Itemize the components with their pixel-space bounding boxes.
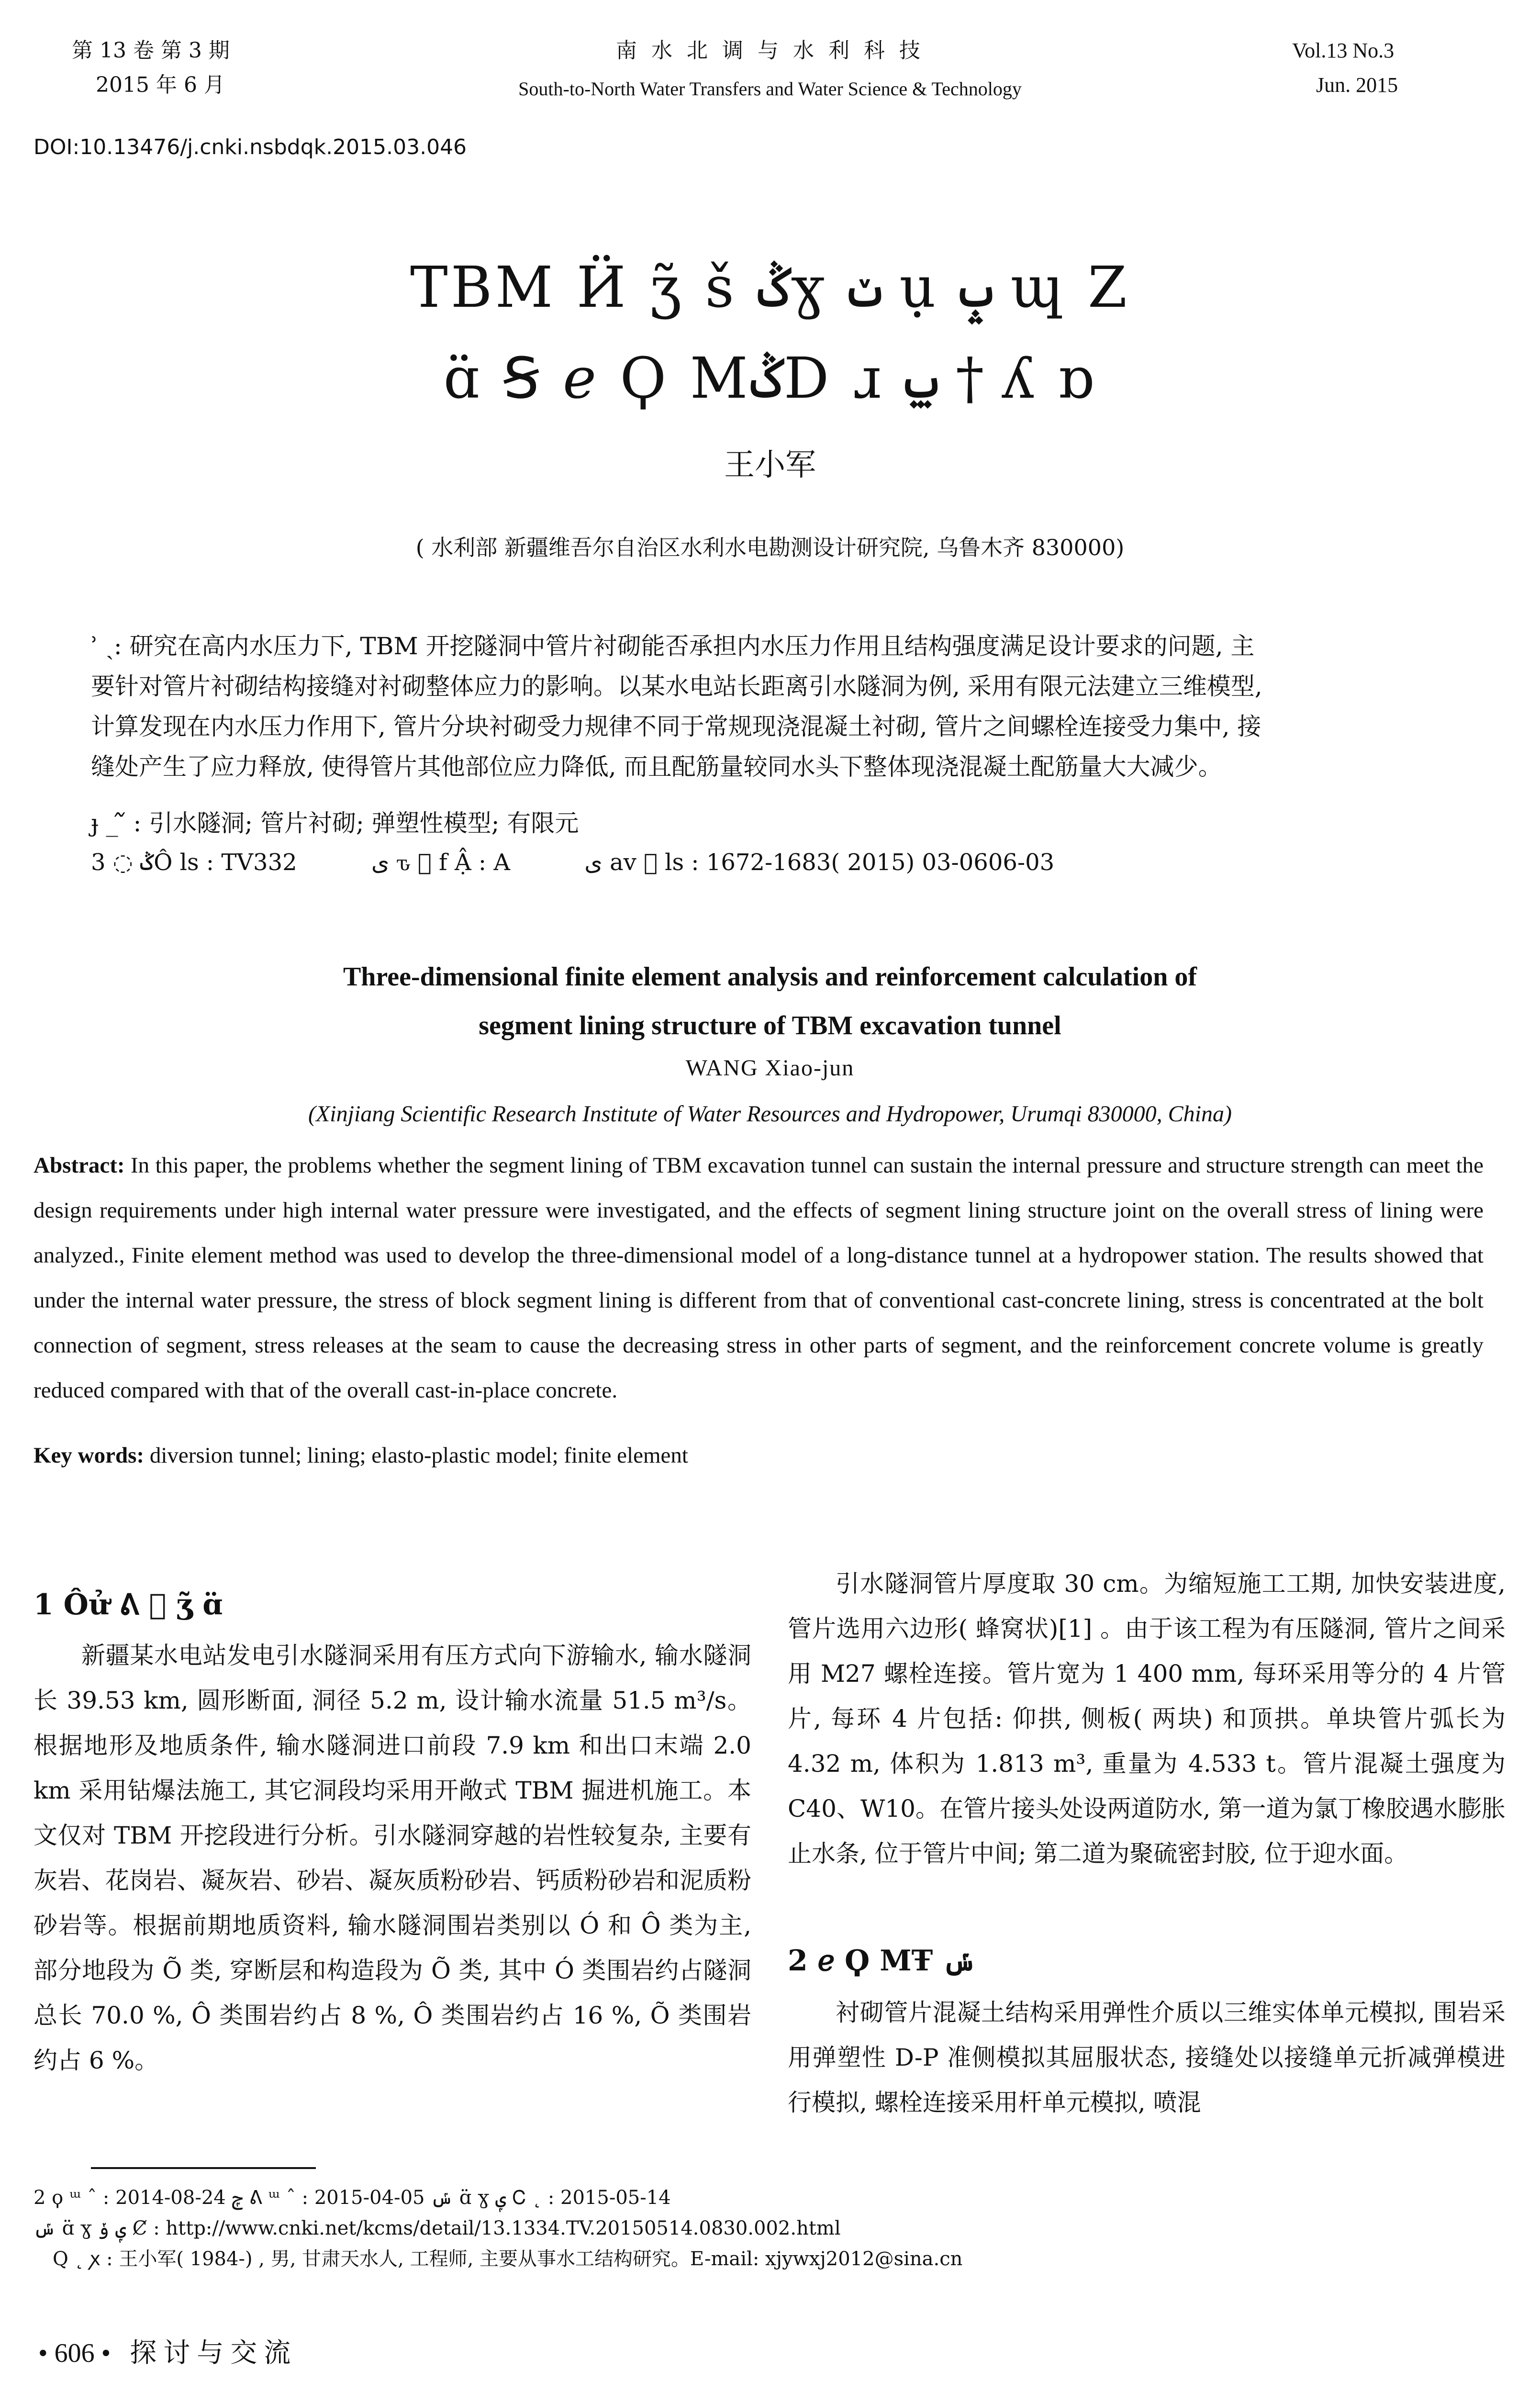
abstract-en-label: Abstract:: [33, 1153, 125, 1178]
footnote-author: Q ˛ ꭗ : 王小军( 1984-) , 男, 甘肃天水人, 工程师, 主要从事水工结构研究。E-mail: xjywxj2012@sina.cn: [53, 2248, 963, 2270]
abstract-cn: [91, 626, 1426, 787]
header-date-cn: 2015 年 6 月: [96, 73, 225, 97]
abstract-en: Abstract: In this paper, the problems whether the segment lining of TBM excavation tunnel can sustain the internal pressure and structure strength can meet the design requirements under high internal water pressure were investigated, and the effects of segment lining structure joint on the overall stress of lining were analyzed., Finite element method was used to develop the three-dimensional model of a long-distance tunnel at a hydropower station. The results showed that under the internal water pressure, the stress of block segment lining is different from that of conventional cast-concrete lining, stress is concentrated at the bolt connection of segment, stress releases at the seam to cause the decreasing stress in other parts of segment, and the reinforcement concrete volume is greatly reduced compared with that of the overall cast-in-place concrete.: [33, 1153, 1484, 1403]
keywords-cn-label: ɟ _ ᷉: [91, 809, 126, 837]
author-en: WANG Xiao-jun: [685, 1055, 855, 1081]
keywords-en-label: Key words:: [33, 1443, 145, 1468]
page-footer: [38, 2332, 297, 2370]
clc-number: 3 ◌ ݣÔ ls : TV332: [91, 849, 297, 876]
footnote-url: ݽ ɑ̈ ɣ ݷ ݸ Ȼ : http://www.cnki.net/kcms/detail/13.1334.TV.20150514.0830.002.html: [33, 2217, 841, 2239]
classification-line: [91, 849, 1192, 876]
title-en-line2: segment lining structure of TBM excavation tunnel: [479, 1011, 1061, 1040]
section-label: 探讨与交流: [130, 2337, 298, 2369]
section-2-heading: 2 ℯ Ϙ MŦ ݽ: [788, 1944, 977, 1978]
article-number: ی av ⃞ ls : 1672-1683( 2015) 03-0606-03: [584, 849, 1055, 876]
document-code: ی ԏ ⃞ f Ậ : A: [371, 849, 510, 876]
abstract-cn-label: ʾ ˎ: [91, 632, 114, 660]
abstract-cn-line: 计算发现在内水压力作用下, 管片分块衬砌受力规律不同于常规现浇混凝土衬砌, 管片之间螺栓连接受力集中, 接: [91, 713, 1261, 740]
right-col-paragraph-1: 引水隧洞管片厚度取 30 cm。为缩短施工工期, 加快安装进度, 管片选用六边形( 蜂窝状)[1] 。由于该工程为有压隧洞, 管片之间采用 M27 螺栓连接。管片宽为 1 400 mm, 每环采用等分的 4 片管片, 每环 4 片包括: 仰拱, 侧板( 两块) 和顶拱。单块管片弧长为 4.32 m, 体积为 1.813 m³, 重量为 4.533 t。管片混凝土强度为 C40、W10。在管片接头处设两道防水, 第一道为氯丁橡胶遇水膨胀止水条, 位于管片中间; 第二道为聚硫密封胶, 位于迎水面。: [788, 1570, 1506, 1867]
page-number: • 606 •: [38, 2338, 111, 2368]
title-en-line1: Three-dimensional finite element analysis and reinforcement calculation of: [343, 962, 1197, 992]
abstract-cn-line: ʾ ˎ: 研究在高内水压力下, TBM 开挖隧洞中管片衬砌能否承担内水压力作用且结构强度满足设计要求的问题, 主: [91, 632, 1255, 660]
abstract-cn-line: 要针对管片衬砌结构接缝对衬砌整体应力的影响。以某水电站长距离引水隧洞为例, 采用有限元法建立三维模型,: [91, 672, 1262, 700]
header-volume-issue-en: Vol.13 No.3: [1292, 39, 1395, 62]
header-date-en: Jun. 2015: [1316, 73, 1398, 97]
author-cn: 王小军: [724, 447, 816, 483]
section-1-paragraph: 新疆某水电站发电引水隧洞采用有压方式向下游输水, 输水隧洞长 39.53 km, 圆形断面, 洞径 5.2 m, 设计输水流量 51.5 m³/s。根据地形及地质条件, 输水隧洞进口前段 7.9 km 和出口末端 2.0 km 采用钻爆法施工, 其它洞段均采用开敞式 TBM 掘进机施工。本文仅对 TBM 开挖段进行分析。引水隧洞穿越的岩性较复杂, 主要有灰岩、花岗岩、凝灰岩、砂岩、凝灰质粉砂岩、钙质粉砂岩和泥质粉砂岩等。根据前期地质资料, 输水隧洞围岩类别以 Ó 和 Ô 类为主, 部分地段为 Õ 类, 穿断层和构造段为 Õ 类, 其中 Ó 类围岩约占隧洞总长 70.0 %, Ô 类围岩约占 8 %, Ô 类围岩约占 16 %, Õ 类围岩约占 6 %。: [33, 1642, 751, 2074]
header-journal-cn: 南 水 北 调 与 水 利 科 技: [616, 38, 924, 63]
header-volume-issue-cn: 第 13 卷 第 3 期: [72, 38, 230, 63]
section-1-heading: 1 Ôử ᕕ ⃞ ʒ̃ ɑ̈: [33, 1588, 223, 1621]
doi: DOI:10.13476/j.cnki.nsbdqk.2015.03.046: [33, 135, 467, 159]
title-cn-line2: ɑ̈ Ꞩ ℯ Ϙ MݣD ɹ ݐ † ʎ ɒ: [443, 345, 1097, 411]
abstract-cn-line: 缝处产生了应力释放, 使得管片其他部位应力降低, 而且配筋量较同水头下整体现浇混凝土配筋量大大减少。: [91, 753, 1222, 781]
section-2-paragraph: 衬砌管片混凝土结构采用弹性介质以三维实体单元模拟, 围岩采用弹塑性 D-P 准侧模拟其屈服状态, 接缝处以接缝单元折减弹模进行模拟, 螺栓连接采用杆单元模拟, 喷混: [788, 1999, 1506, 2116]
affiliation-en: (Xinjiang Scientific Research Institute of Water Resources and Hydropower, Urumqi 830000, China): [308, 1101, 1232, 1127]
keywords-cn: ɟ _ ᷉ : 引水隧洞; 管片衬砌; 弹塑性模型; 有限元: [91, 809, 579, 837]
header-journal-en: South-to-North Water Transfers and Water Science & Technology: [518, 78, 1022, 100]
affiliation-cn: ( 水利部 新疆维吾尔自治区水利水电勘测设计研究院, 乌鲁木齐 830000): [415, 535, 1125, 560]
footnote-dates: 2 ϙ ᵚ ˆ : 2014-08-24 ݼ ᕕ ᵚ ˆ : 2015-04-05 ݽ ɑ̈ ɣ ݷ Ꮯ ˛ : 2015-05-14: [33, 2187, 671, 2209]
title-cn-line1: TBM Ӥ ʒ̃ š ݣɣ ݖ ụ ݒ ɰ Ζ: [410, 254, 1130, 320]
footnote-rule: [91, 2167, 316, 2169]
keywords-en: Key words: diversion tunnel; lining; elasto-plastic model; finite element: [33, 1443, 688, 1468]
